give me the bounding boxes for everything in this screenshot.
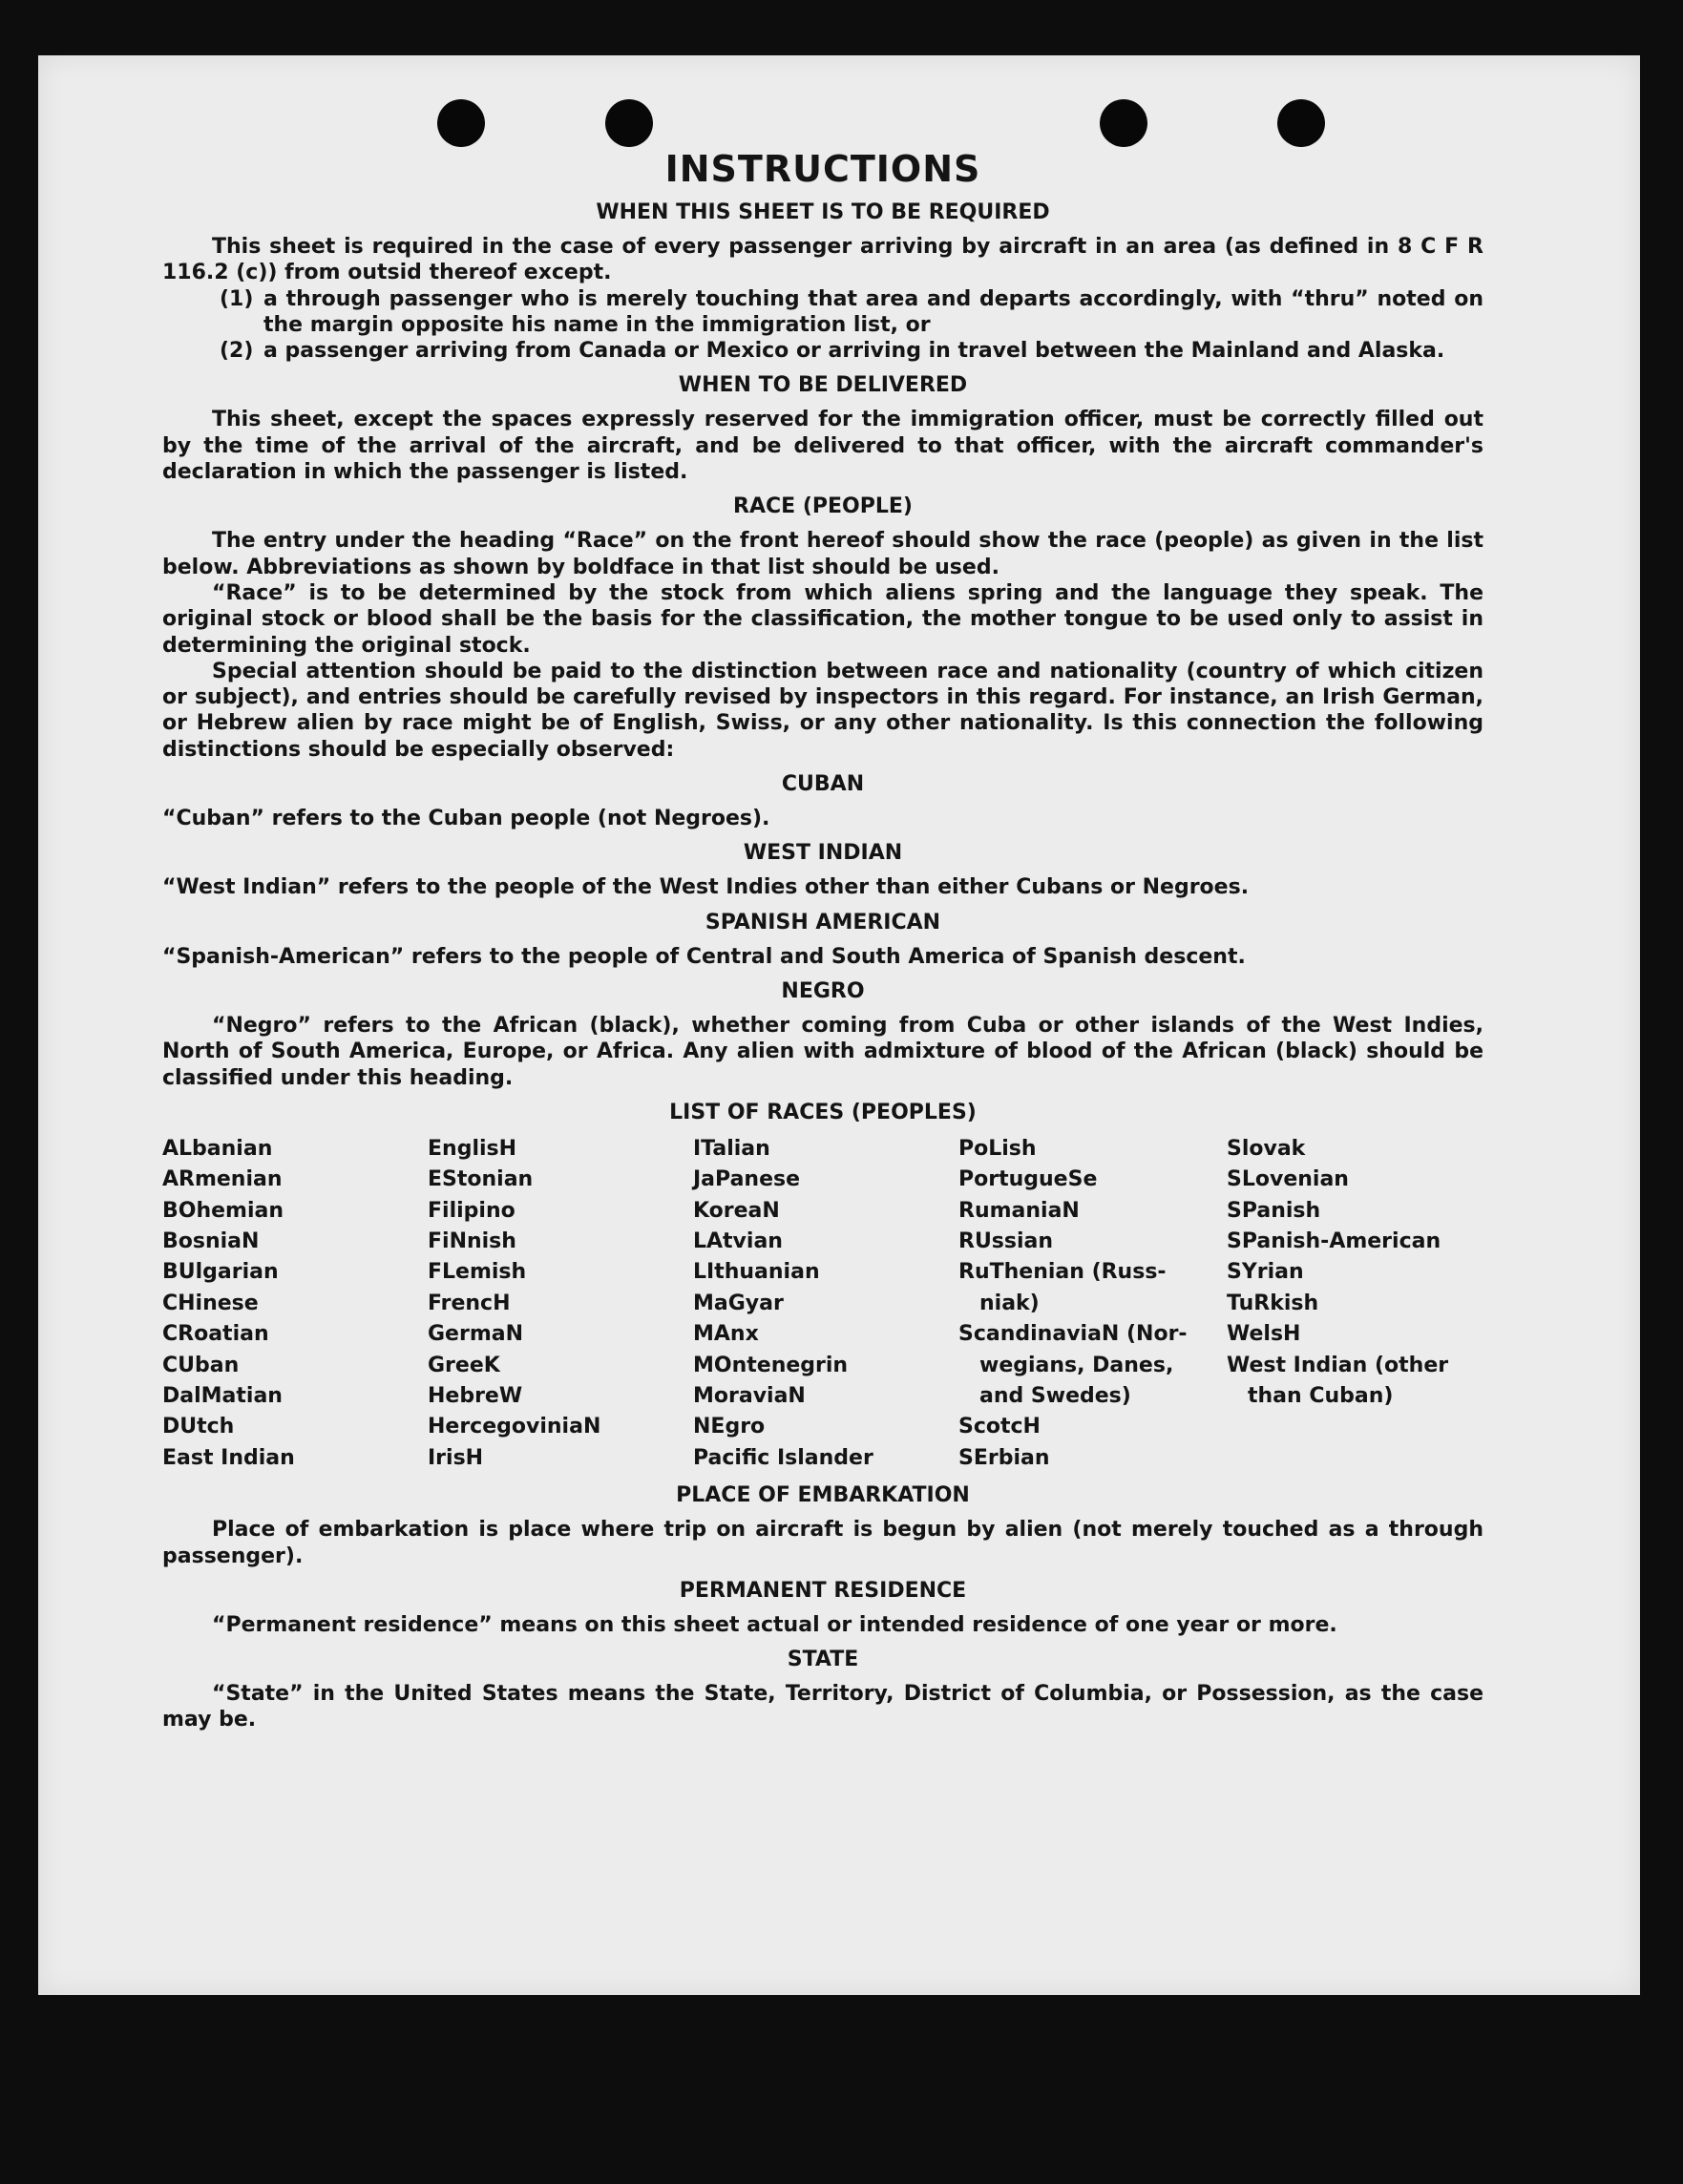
race-entry: JaPanese xyxy=(693,1167,801,1192)
heading-race: RACE (PEOPLE) xyxy=(733,494,913,519)
race-entry: PortugueSe xyxy=(958,1167,1098,1192)
race-entry: Slovak xyxy=(1227,1136,1306,1161)
item-number: (1) xyxy=(220,286,254,311)
spanish-american-text: “Spanish-American” refers to the people of Central and South America of Spanish descent. xyxy=(162,944,1246,969)
instructions-content xyxy=(162,147,1483,1733)
race-entry: MAnx xyxy=(693,1322,759,1347)
page-title: INSTRUCTIONS xyxy=(664,148,981,190)
state-text: “State” in the United States means the State, Territory, District of Columbia, or Possession, as the case may be. xyxy=(162,1682,1483,1732)
race-entry: WelsH xyxy=(1227,1322,1301,1347)
race-entry: DalMatian xyxy=(162,1384,283,1409)
race-entry-continuation: than Cuban) xyxy=(1248,1384,1394,1409)
race-entry: LIthuanian xyxy=(693,1260,820,1285)
race-entry: HebreW xyxy=(428,1384,523,1409)
race-entry: BosniaN xyxy=(162,1229,260,1254)
when-delivered-text: This sheet, except the spaces expressly reserved for the immigration officer, must be correctly filled out by the time of the arrival of the aircraft, and be delivered to that officer, with the aircraft commander's declaration in which the passenger is listed. xyxy=(162,408,1483,485)
heading-permanent-residence: PERMANENT RESIDENCE xyxy=(679,1578,967,1603)
document-sheet xyxy=(38,55,1640,1995)
race-entry: HercegoviniaN xyxy=(428,1415,601,1439)
race-entry-continuation: and Swedes) xyxy=(979,1384,1131,1409)
heading-list-of-races: LIST OF RACES (PEOPLES) xyxy=(669,1100,977,1124)
race-entry: TuRkish xyxy=(1227,1291,1319,1315)
punch-hole xyxy=(1277,99,1325,147)
heading-cuban: CUBAN xyxy=(781,772,865,797)
race-entry: CUban xyxy=(162,1353,240,1377)
race-entry: KoreaN xyxy=(693,1198,780,1223)
race-entry: ScandinaviaN (Nor- xyxy=(958,1322,1188,1347)
race-entry: SYrian xyxy=(1227,1260,1304,1285)
race-entry-continuation: wegians, Danes, xyxy=(979,1353,1174,1377)
race-entry: PoLish xyxy=(958,1136,1037,1161)
races-column xyxy=(428,1134,693,1474)
west-indian-text: “West Indian” refers to the people of the West Indies other than either Cubans or Negroes. xyxy=(162,875,1250,900)
race-entry: SLovenian xyxy=(1227,1167,1349,1192)
negro-text: “Negro” refers to the African (black), whether coming from Cuba or other islands of the West Indies, North of South America, Europe, or Africa. Any alien with admixture of blood of the African (black) should be classified under this heading. xyxy=(162,1013,1483,1090)
embarkation-text: Place of embarkation is place where trip on aircraft is begun by alien (not merely touched as a through passenger). xyxy=(162,1518,1483,1568)
race-entry: GreeK xyxy=(428,1353,500,1377)
heading-state: STATE xyxy=(787,1648,859,1672)
race-entry: FiNnish xyxy=(428,1229,516,1254)
list-item xyxy=(220,338,1483,364)
race-paragraph-1: The entry under the heading “Race” on the front hereof should show the race (people) as given in the list below. Abbreviations as shown by boldface in that list should be used. xyxy=(162,529,1483,579)
race-entry: ARmenian xyxy=(162,1167,283,1192)
heading-when-required: WHEN THIS SHEET IS TO BE REQUIRED xyxy=(596,200,1050,224)
race-entry: EStonian xyxy=(428,1167,534,1192)
race-entry: SPanish xyxy=(1227,1198,1321,1223)
race-entry: EnglisH xyxy=(428,1136,517,1161)
exception-list xyxy=(220,286,1483,365)
race-paragraph-2: “Race” is to be determined by the stock from which aliens spring and the language they speak. The original stock or blood shall be the basis for the classification, the mother tongue to be used only to assist in determining the original stock. xyxy=(162,580,1483,658)
punch-hole xyxy=(1100,99,1147,147)
race-entry: IrisH xyxy=(428,1445,484,1470)
punch-hole xyxy=(437,99,485,147)
race-entry: West Indian (other xyxy=(1227,1353,1449,1377)
heading-when-delivered: WHEN TO BE DELIVERED xyxy=(678,373,968,398)
punch-hole xyxy=(605,99,653,147)
race-entry: BOhemian xyxy=(162,1198,284,1223)
race-entry-continuation: niak) xyxy=(979,1291,1040,1315)
race-entry: NEgro xyxy=(693,1415,766,1439)
item-text: a through passenger who is merely touching that area and departs accordingly, with “thru” noted on the margin opposite his name in the immigration list, or xyxy=(263,286,1483,337)
residence-text: “Permanent residence” means on this sheet actual or intended residence of one year or more. xyxy=(212,1612,1337,1637)
race-entry: GermaN xyxy=(428,1322,524,1347)
race-entry: FLemish xyxy=(428,1260,527,1285)
item-text: a passenger arriving from Canada or Mexico or arriving in travel between the Mainland and Alaska. xyxy=(263,339,1445,364)
heading-embarkation: PLACE OF EMBARKATION xyxy=(676,1483,970,1508)
races-column xyxy=(958,1134,1227,1474)
races-column xyxy=(162,1134,428,1474)
race-entry: ITalian xyxy=(693,1136,770,1161)
races-column xyxy=(693,1134,958,1474)
races-column xyxy=(1227,1134,1484,1474)
race-paragraph-3: Special attention should be paid to the distinction between race and nationality (country of which citizen or subject), and entries should be carefully revised by inspectors in this regard. For instance, an Irish German, or Hebrew alien by race might be of English, Swiss, or any other nationality. Is this connection the following distinctions should be especially observed: xyxy=(162,659,1483,762)
race-entry: Filipino xyxy=(428,1198,515,1223)
race-entry: MOntenegrin xyxy=(693,1353,849,1377)
heading-spanish-american: SPANISH AMERICAN xyxy=(705,910,941,934)
when-required-text: This sheet is required in the case of every passenger arriving by aircraft in an area (as defined in 8 C F R 116.2 (c)) from outsid thereof except. xyxy=(162,235,1483,285)
race-entry: ScotcH xyxy=(958,1415,1041,1439)
race-entry: RUssian xyxy=(958,1229,1054,1254)
list-item xyxy=(220,286,1483,339)
heading-west-indian: WEST INDIAN xyxy=(743,841,903,866)
race-entry: LAtvian xyxy=(693,1229,783,1254)
race-entry: FrencH xyxy=(428,1291,511,1315)
race-entry: RuThenian (Russ- xyxy=(958,1260,1167,1285)
cuban-text: “Cuban” refers to the Cuban people (not Negroes). xyxy=(162,807,770,831)
race-entry: East Indian xyxy=(162,1445,295,1470)
race-entry: SErbian xyxy=(958,1445,1050,1470)
race-entry: MoraviaN xyxy=(693,1384,806,1409)
race-entry: MaGyar xyxy=(693,1291,784,1315)
race-entry: CHinese xyxy=(162,1291,259,1315)
race-entry: BUlgarian xyxy=(162,1260,279,1285)
heading-negro: NEGRO xyxy=(781,978,865,1003)
item-number: (2) xyxy=(220,339,254,364)
race-entry: Pacific Islander xyxy=(693,1445,873,1470)
race-entry: RumaniaN xyxy=(958,1198,1080,1223)
race-entry: ALbanian xyxy=(162,1136,273,1161)
race-entry: DUtch xyxy=(162,1415,235,1439)
races-table xyxy=(162,1134,1483,1474)
race-entry: SPanish-American xyxy=(1227,1229,1441,1254)
race-entry: CRoatian xyxy=(162,1322,269,1347)
